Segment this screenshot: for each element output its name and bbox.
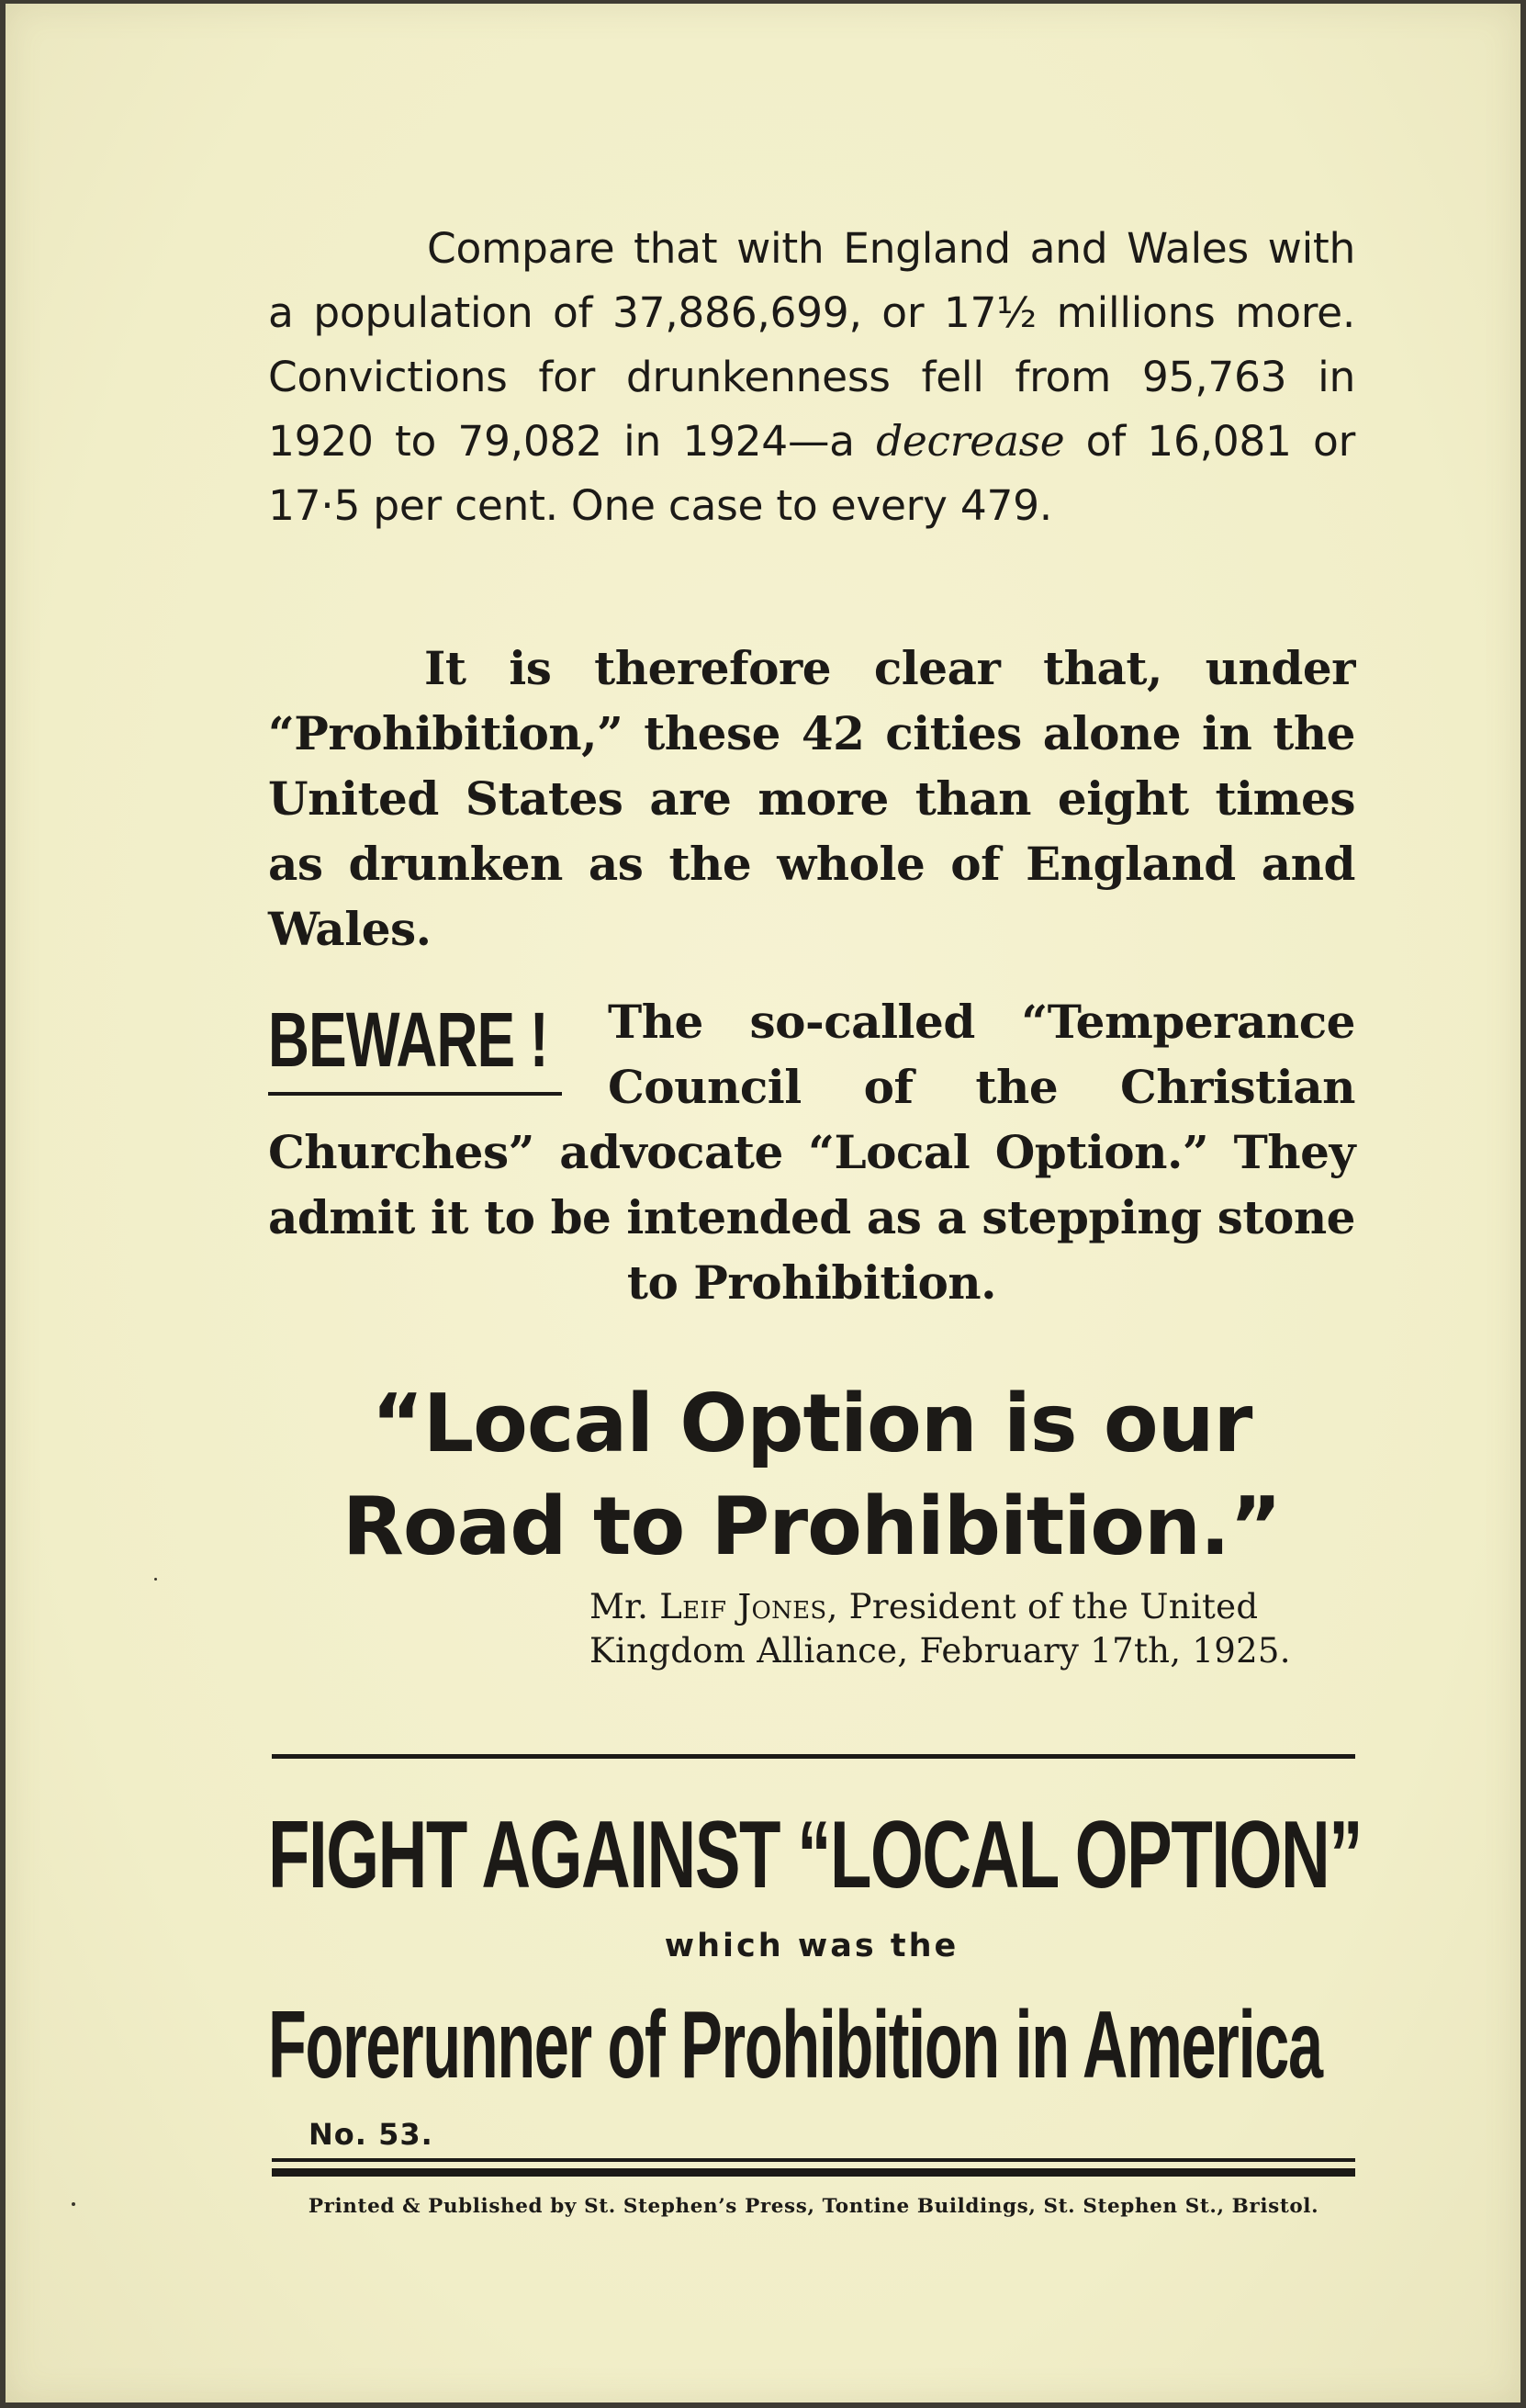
attribution-line-2: Kingdom Alliance, February 17th, 1925.	[589, 1631, 1291, 1671]
quote-line-2: Road to Prohibition.”	[342, 1480, 1282, 1573]
headline-fight	[268, 1800, 1363, 1910]
attribution-last-name: Jones	[737, 1587, 827, 1626]
paper-speck	[72, 2202, 75, 2206]
paper-speck	[154, 1578, 157, 1581]
paragraph-comparison	[268, 217, 1355, 538]
paragraph-comparison-text-end: of 16,081 or 17·5 per cent. One case to every 479.	[268, 417, 1355, 530]
footer-rule-thin	[272, 2158, 1355, 2162]
attribution-line-1	[589, 1585, 1342, 1629]
headline-forerunner-text: Forerunner of Prohibition in America	[268, 1992, 1322, 2099]
quote-attribution	[589, 1585, 1342, 1673]
divider-rule	[272, 1754, 1355, 1759]
imprint-city: Bristol.	[1231, 2195, 1319, 2218]
printer-imprint	[272, 2191, 1355, 2222]
beware-text: The so-called “Temperance Council of the Christian Churches” advocate “Local Option.” They admit it to be intended as a stepping stone to Prohibition.	[268, 995, 1355, 1310]
headline-which: which was the	[664, 1928, 959, 1964]
headline-forerunner	[268, 1986, 1355, 2105]
paragraph-comparison-text: Compare that with England and Wales with a population of 37,886,699, or 17½ millions more. Convictions for drunkenness fell from 95,763 in 1920 to 79,082 in 1924—a	[268, 224, 1355, 466]
beware-section	[268, 989, 1355, 1320]
imprint-text: Printed & Published by St. Stephen’s Press, Tontine Buildings, St. Stephen St.,	[308, 2195, 1232, 2218]
paragraph-conclusion: It is therefore clear that, under “Prohibition,” these 42 cities alone in the United States are more than eight times as drunken as the whole of England and Wales.	[268, 641, 1355, 956]
beware-heading: BEWARE !	[268, 996, 548, 1083]
leaflet-page	[6, 4, 1520, 2402]
attribution-first-name: Leif	[659, 1587, 727, 1626]
quote	[268, 1372, 1355, 1578]
attribution-prefix: Mr.	[589, 1587, 660, 1626]
attribution-role: , President of the United	[826, 1587, 1259, 1626]
beware-underline	[268, 1092, 562, 1096]
emphasis-decrease: decrease	[876, 417, 1065, 466]
footer-rule-thick	[272, 2168, 1355, 2177]
quote-line-1: “Local Option is our	[371, 1377, 1252, 1470]
leaflet-number: No. 53.	[309, 2117, 433, 2152]
headline-fight-text: FIGHT AGAINST “LOCAL OPTION”	[268, 1802, 1363, 1908]
